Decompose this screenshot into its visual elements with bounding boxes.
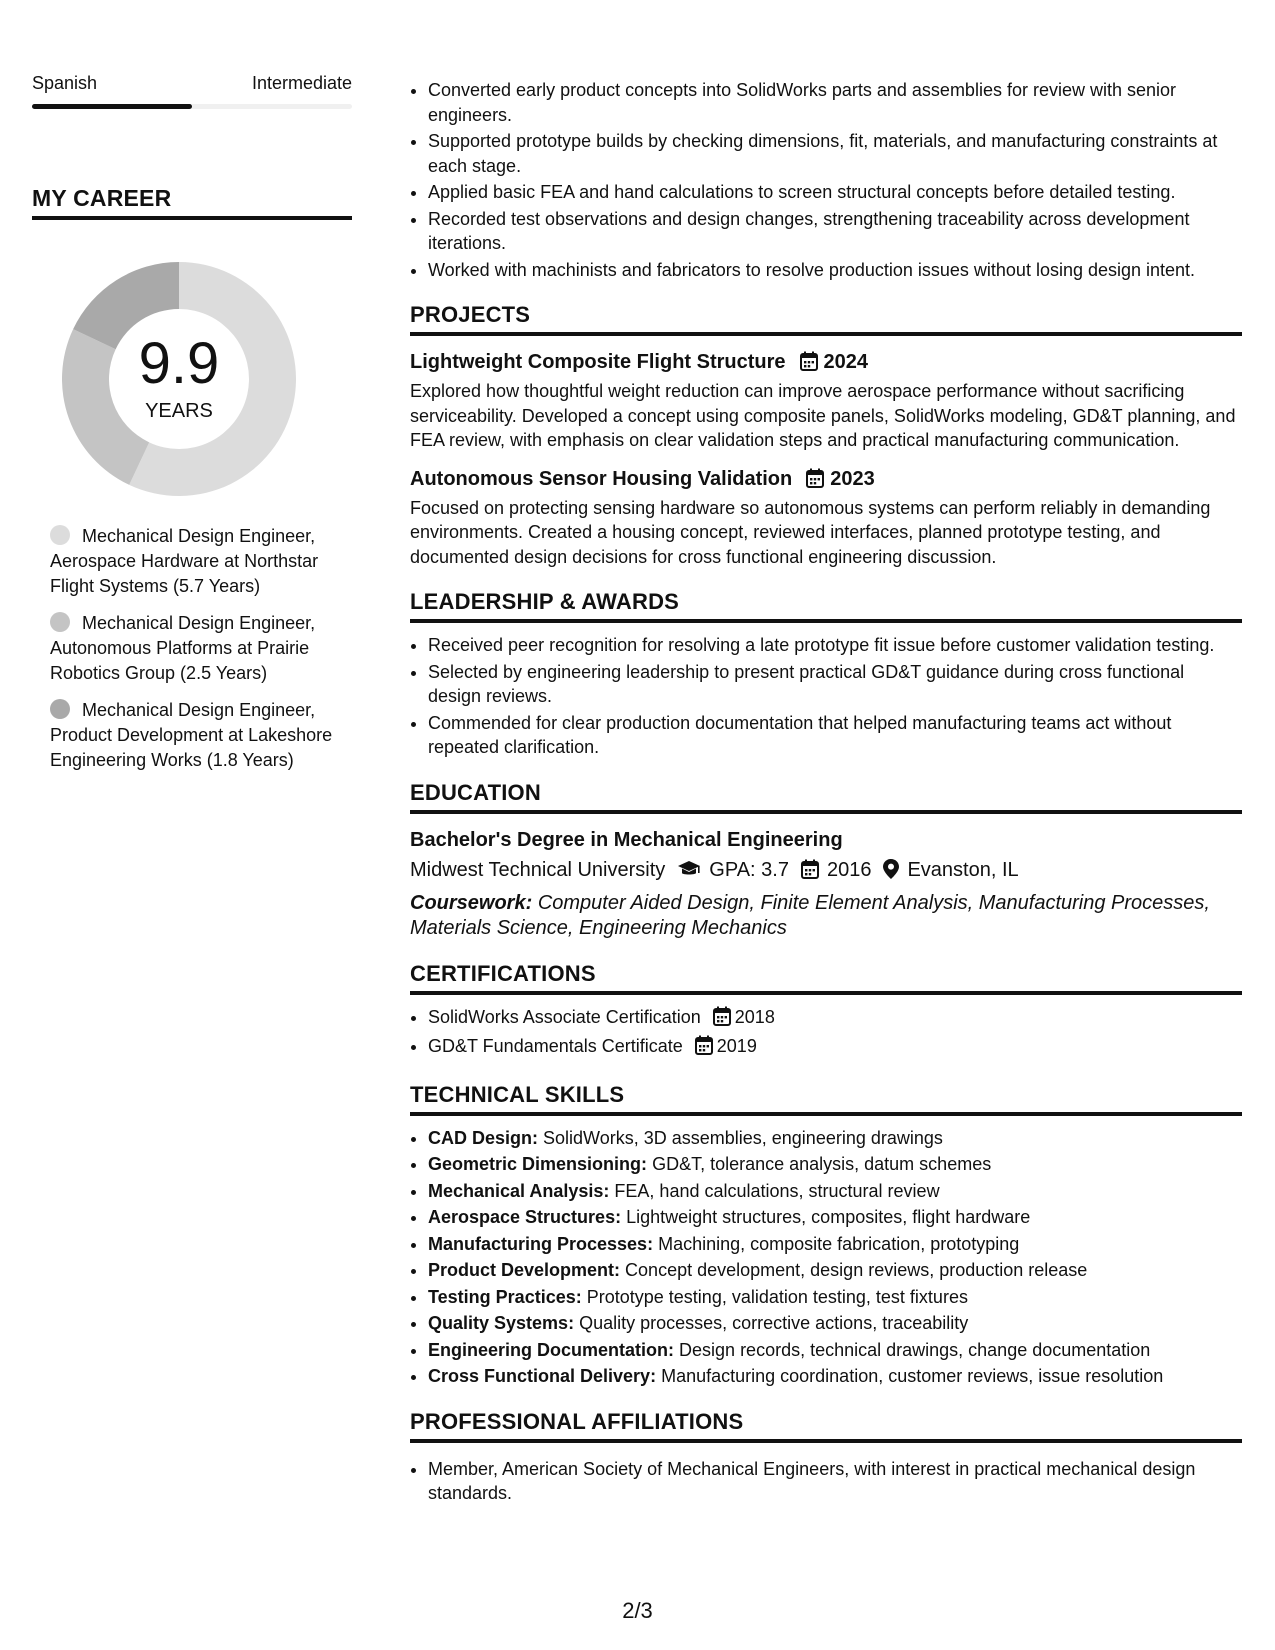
career-heading: MY CAREER [32,185,352,220]
language-proficiency-fill [32,104,192,109]
experience-bullet: • Applied basic FEA and hand calculations to screen structural concepts before detailed testing. [428,180,1242,205]
skill-value: Lightweight structures, composites, flight hardware [626,1207,1031,1227]
skills-heading: TECHNICAL SKILLS [410,1082,1242,1116]
project-title-row [410,348,1242,379]
career-item [50,698,352,773]
skill-value: Machining, composite fabrication, prototyping [658,1233,1020,1254]
education-heading: EDUCATION [410,780,1242,814]
education-school: Midwest Technical University [410,858,666,881]
donut-center [54,254,304,504]
career-item [50,611,352,686]
coursework-label: Coursework: [410,891,533,914]
donut-total-value: 9.9 [138,331,220,396]
skill-label: Engineering Documentation: [428,1339,675,1360]
certification-year: 2018 [734,1006,775,1027]
skill-value: Design records, technical drawings, change documentation [679,1339,1151,1360]
skill-item [428,1152,1242,1177]
skill-item [428,1338,1242,1363]
education-degree: Bachelor's Degree in Mechanical Engineering [410,828,843,851]
skill-label: Cross Functional Delivery: [428,1366,657,1386]
education-year: 2016 [826,858,872,881]
experience-bullets [410,78,1242,282]
skill-item [428,1258,1242,1283]
skill-label: CAD Design: [428,1127,539,1148]
language-level: Intermediate [251,73,352,93]
language-row [32,70,352,96]
career-legend [32,524,352,773]
language-name: Spanish [32,73,98,93]
skill-item [428,1179,1242,1204]
skill-label: Aerospace Structures: [428,1207,622,1227]
project-title: Lightweight Composite Flight Structure [410,351,786,373]
education-location: Evanston, IL [907,858,1019,881]
project-title-row [410,465,1242,496]
certification-name: SolidWorks Associate Certification [428,1006,701,1027]
leadership-list [410,633,1242,760]
skill-item [428,1126,1242,1151]
certification-item [428,1034,1242,1062]
career-donut-chart [54,254,304,504]
main-column [410,78,1242,1508]
certification-year: 2019 [716,1036,757,1056]
experience-bullet: • Worked with machinists and fabricators to resolve production issues without losing design intent. [428,258,1242,283]
projects-list [410,348,1242,569]
skill-label: Geometric Dimensioning: [428,1154,648,1174]
project-description: Focused on protecting sensing hardware so autonomous systems can perform reliably in demanding environments. Created a housing concept, reviewed interfaces, planned prototype testing, and documented design decisions for cross functional engineering discussion. [410,497,1211,567]
skill-item [428,1285,1242,1310]
affiliations-heading: PROFESSIONAL AFFILIATIONS [410,1409,1242,1443]
legend-dot [50,525,70,545]
certification-name: GD&T Fundamentals Certificate [428,1036,683,1056]
career-item-text: Mechanical Design Engineer, Product Development at Lakeshore Engineering Works (1.8 Years) [50,700,333,770]
leadership-item: • Selected by engineering leadership to present practical GD&T guidance during cross functional design reviews. [428,660,1242,709]
leadership-item: • Received peer recognition for resolving a late prototype fit issue before customer validation testing. [428,633,1242,658]
skill-value: FEA, hand calculations, structural review [614,1180,940,1201]
language-proficiency-bar [32,104,352,109]
skill-item [428,1364,1242,1389]
skill-item [428,1232,1242,1257]
education-gpa: GPA: 3.7 [709,858,789,881]
calendar-icon [801,857,819,889]
experience-bullet: • Recorded test observations and design changes, strengthening traceability across development iterations. [428,207,1242,256]
career-item-text: Mechanical Design Engineer, Aerospace Hardware at Northstar Flight Systems (5.7 Years) [50,526,319,596]
skill-item [428,1311,1242,1336]
calendar-icon [713,1006,731,1033]
skill-label: Product Development: [428,1260,621,1280]
calendar-icon [800,351,818,379]
skill-value: Quality processes, corrective actions, traceability [579,1313,969,1333]
skill-label: Quality Systems: [428,1313,575,1333]
experience-bullet: • Supported prototype builds by checking dimensions, fit, materials, and manufacturing constraints at each stage. [428,129,1242,178]
career-item-text: Mechanical Design Engineer, Autonomous Platforms at Prairie Robotics Group (2.5 Years) [50,613,316,683]
skill-item [428,1205,1242,1230]
project-year: 2024 [823,351,869,373]
location-pin-icon [883,857,899,889]
experience-bullet: • Converted early product concepts into SolidWorks parts and assemblies for review with senior engineers. [428,78,1242,127]
skill-value: SolidWorks, 3D assemblies, engineering drawings [543,1127,943,1148]
skill-label: Mechanical Analysis: [428,1180,610,1201]
project-description: Explored how thoughtful weight reduction can improve aerospace performance without sacrificing serviceability. Developed a concept using composite panels, SolidWorks modeling, GD&T planning, and FEA review, with emphasis on clear validation steps and practical manufacturing communication. [410,381,1236,450]
affiliation-item: • Member, American Society of Mechanical Engineers, with interest in practical mechanical design standards. [428,1457,1242,1506]
page-number: 2/3 [622,1598,653,1623]
leadership-item: • Commended for clear production documentation that helped manufacturing teams act without repeated clarification. [428,711,1242,760]
projects-heading: PROJECTS [410,302,1242,336]
calendar-icon [695,1035,713,1062]
skill-value: Manufacturing coordination, customer reviews, issue resolution [661,1366,1164,1386]
skill-label: Testing Practices: [428,1286,582,1307]
graduation-cap-icon [677,857,701,889]
education-coursework [410,891,1242,941]
certifications-list [410,1005,1242,1062]
sidebar [32,70,352,785]
skill-value: Concept development, design reviews, production release [625,1260,1088,1280]
skill-label: Manufacturing Processes: [428,1233,654,1254]
career-item [50,524,352,599]
legend-dot [50,612,70,632]
certifications-heading: CERTIFICATIONS [410,961,1242,995]
calendar-icon [806,468,824,496]
project-year: 2023 [830,467,875,490]
affiliations-list [410,1457,1242,1506]
legend-dot [50,699,70,719]
donut-unit-label: YEARS [145,400,213,422]
coursework-text: Computer Aided Design, Finite Element Analysis, Manufacturing Processes, Materials Science, Engineering Mechanics [410,891,1210,939]
leadership-heading: LEADERSHIP & AWARDS [410,589,1242,623]
skill-value: Prototype testing, validation testing, test fixtures [586,1286,968,1307]
project-title: Autonomous Sensor Housing Validation [410,467,793,490]
certification-item [428,1005,1242,1033]
skill-value: GD&T, tolerance analysis, datum schemes [652,1154,992,1174]
skills-list [410,1126,1242,1389]
education-details [410,854,1242,889]
